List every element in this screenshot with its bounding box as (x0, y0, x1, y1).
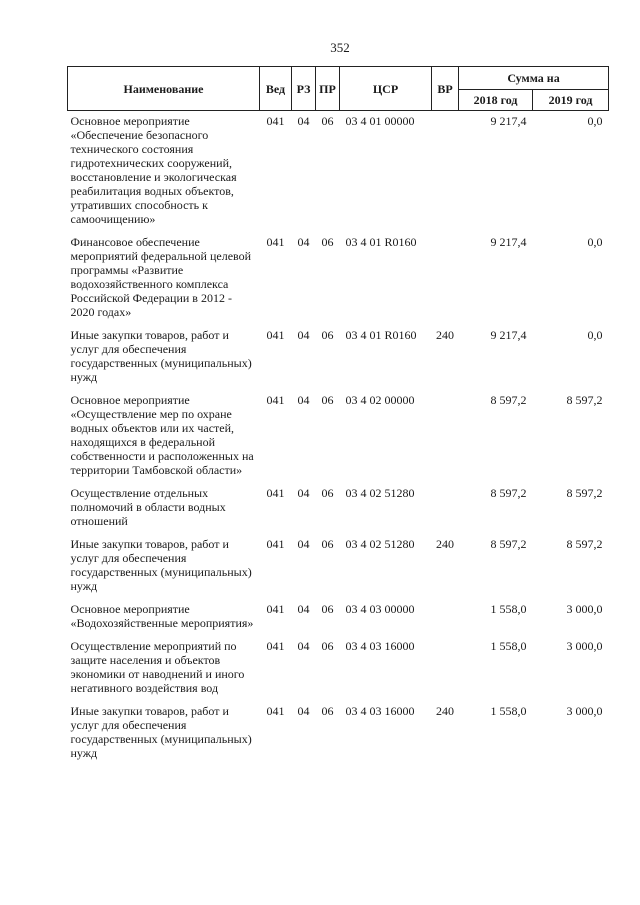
row-ved: 041 (266, 704, 285, 718)
row-name: Осуществление мероприятий по защите населения и объектов экономики от наводнений и иного негативного воздействия вод (70, 639, 245, 695)
row-name: Финансовое обеспечение мероприятий федеральной целевой программы «Развитие водохозяйственного комплекса Российской Федерации в 2012 - 2020 годах» (70, 235, 252, 319)
row-vr: 240 (436, 704, 454, 718)
table-row (68, 534, 609, 599)
row-amount-2018: 8 597,2 (490, 486, 527, 500)
header-pr: ПР (316, 67, 340, 111)
row-name: Иные закупки товаров, работ и услуг для обеспечения государственных (муниципальных) нужд (70, 704, 252, 760)
row-amount-2018: 9 217,4 (490, 114, 527, 128)
row-vr (432, 599, 459, 636)
table-row (68, 111, 609, 233)
row-amount-2019: 3 000,0 (566, 704, 603, 718)
row-vr: 240 (436, 537, 454, 551)
table-row (68, 599, 609, 636)
row-ved: 041 (266, 328, 285, 342)
row-pr: 06 (321, 114, 334, 128)
table-header (68, 67, 609, 111)
table-row (68, 232, 609, 325)
row-csr: 03 4 01 R0160 (345, 328, 417, 342)
row-amount-2018: 8 597,2 (490, 537, 527, 551)
row-vr (432, 111, 459, 233)
row-csr: 03 4 03 16000 (345, 704, 415, 718)
row-amount-2019: 3 000,0 (566, 639, 603, 653)
row-rz: 04 (297, 328, 310, 342)
row-pr: 06 (321, 393, 334, 407)
table-row (68, 325, 609, 390)
header-csr: ЦСР (340, 67, 432, 111)
header-year-2019: 2019 год (533, 90, 609, 111)
row-rz: 04 (297, 704, 310, 718)
row-amount-2019: 8 597,2 (566, 537, 603, 551)
header-vr: ВР (432, 67, 459, 111)
row-ved: 041 (266, 639, 285, 653)
row-name: Осуществление отдельных полномочий в области водных отношений (70, 486, 226, 528)
header-rz: РЗ (292, 67, 316, 111)
row-rz: 04 (297, 486, 310, 500)
header-year-2018: 2018 год (459, 90, 533, 111)
row-rz: 04 (297, 639, 310, 653)
table-body (68, 111, 609, 767)
row-pr: 06 (321, 639, 334, 653)
table-row (68, 636, 609, 701)
row-name: Иные закупки товаров, работ и услуг для обеспечения государственных (муниципальных) нужд (70, 328, 252, 384)
row-name: Основное мероприятие «Водохозяйственные мероприятия» (70, 602, 254, 630)
row-pr: 06 (321, 537, 334, 551)
row-csr: 03 4 02 51280 (345, 486, 415, 500)
row-vr (432, 390, 459, 483)
row-csr: 03 4 02 51280 (345, 537, 415, 551)
row-amount-2018: 1 558,0 (490, 639, 527, 653)
row-csr: 03 4 03 00000 (345, 602, 415, 616)
row-csr: 03 4 01 00000 (345, 114, 415, 128)
row-pr: 06 (321, 486, 334, 500)
row-csr: 03 4 02 00000 (345, 393, 415, 407)
row-rz: 04 (297, 235, 310, 249)
row-ved: 041 (266, 602, 285, 616)
table-row (68, 701, 609, 766)
row-amount-2018: 9 217,4 (490, 328, 527, 342)
row-rz: 04 (297, 537, 310, 551)
row-ved: 041 (266, 393, 285, 407)
table-row (68, 390, 609, 483)
row-csr: 03 4 01 R0160 (345, 235, 417, 249)
header-ved: Вед (260, 67, 292, 111)
row-amount-2019: 8 597,2 (566, 486, 603, 500)
row-rz: 04 (297, 114, 310, 128)
row-pr: 06 (321, 602, 334, 616)
row-amount-2019: 0,0 (587, 328, 603, 342)
row-amount-2019: 0,0 (587, 114, 603, 128)
table-row (68, 483, 609, 534)
budget-table (67, 66, 609, 766)
row-amount-2019: 8 597,2 (566, 393, 603, 407)
row-amount-2019: 0,0 (587, 235, 603, 249)
row-pr: 06 (321, 704, 334, 718)
row-vr (432, 636, 459, 701)
row-ved: 041 (266, 235, 285, 249)
row-name: Основное мероприятие «Обеспечение безопасного технического состояния гидротехнических сооружений, восстановление и экологическая реабилитация водных объектов, утративших способность к самоочищению» (70, 114, 237, 226)
row-name: Основное мероприятие «Осуществление мер по охране водных объектов или их частей, находящихся в федеральной собственности и расположенных на территории Тамбовской области» (70, 393, 254, 477)
row-vr (432, 483, 459, 534)
row-amount-2018: 1 558,0 (490, 704, 527, 718)
row-pr: 06 (321, 328, 334, 342)
row-vr: 240 (436, 328, 454, 342)
row-pr: 06 (321, 235, 334, 249)
page-number: 352 (330, 40, 350, 55)
row-rz: 04 (297, 602, 310, 616)
row-ved: 041 (266, 486, 285, 500)
row-rz: 04 (297, 393, 310, 407)
row-amount-2018: 9 217,4 (490, 235, 527, 249)
row-amount-2018: 1 558,0 (490, 602, 527, 616)
row-ved: 041 (266, 114, 285, 128)
header-sum: Сумма на (459, 67, 609, 90)
row-ved: 041 (266, 537, 285, 551)
row-name: Иные закупки товаров, работ и услуг для обеспечения государственных (муниципальных) нужд (70, 537, 252, 593)
row-amount-2018: 8 597,2 (490, 393, 527, 407)
header-name: Наименование (68, 67, 260, 111)
row-amount-2019: 3 000,0 (566, 602, 603, 616)
row-csr: 03 4 03 16000 (345, 639, 415, 653)
row-vr (432, 232, 459, 325)
